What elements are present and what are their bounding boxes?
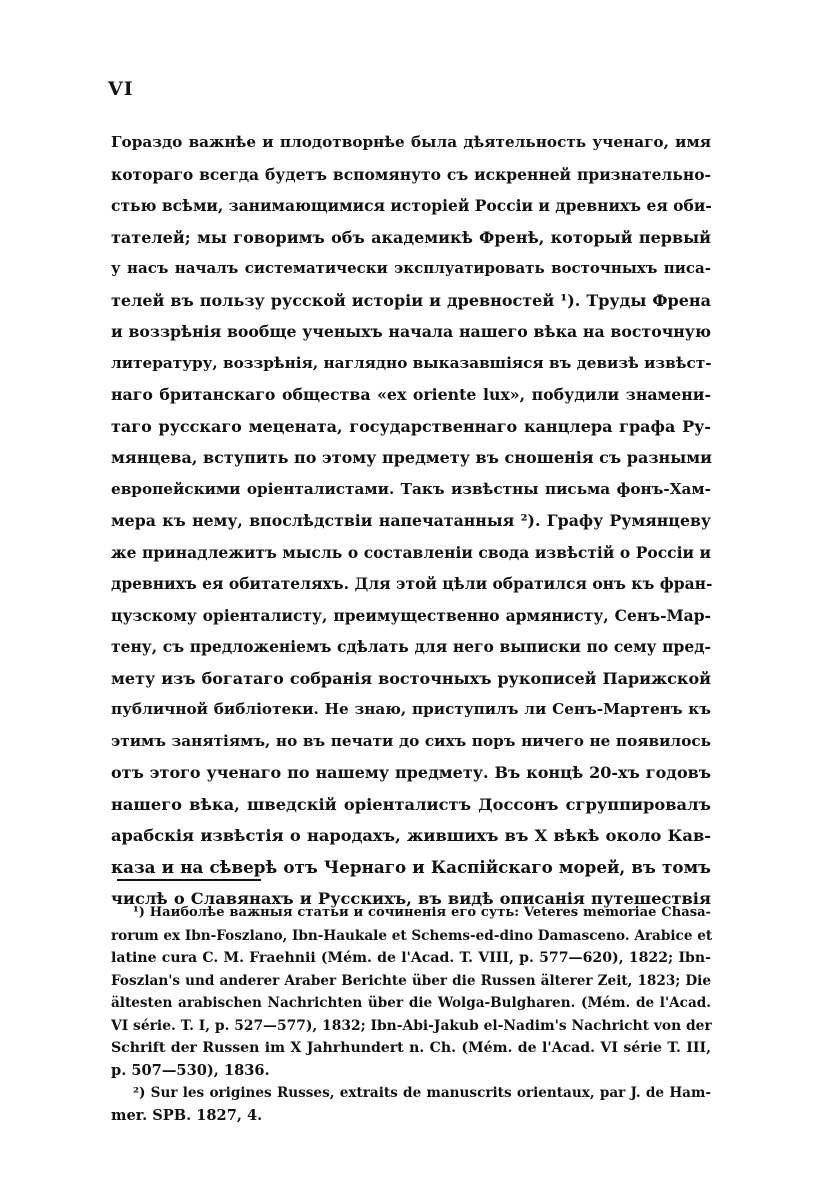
text-line: отъ этого ученаго по нашему предмету. Въ концѣ 20-хъ годовъ xyxy=(111,763,711,782)
footnote-2 xyxy=(111,1082,711,1127)
text-line: котораго всегда будетъ вспомянуто съ искренней признательно- xyxy=(111,164,711,184)
text-line: этимъ занятіямъ, но въ печати до сихъ поръ ничего не появилось xyxy=(111,731,711,750)
footnote-line: ¹) Наиболѣе важныя статьи и сочиненія его суть: Veteres memoriae Chasa- xyxy=(133,905,711,920)
footnote-1 xyxy=(111,902,711,1082)
text-line: Гораздо важнѣе и плодотворнѣе была дѣятельность ученаго, имя xyxy=(111,133,711,151)
text-line: числѣ о Славянахъ и Русскихъ, въ видѣ описанія путешествія xyxy=(111,889,711,908)
text-line: телей въ пользу русской исторіи и древностей ¹). Труды Френа xyxy=(111,290,711,310)
text-line: мету изъ богатаго собранія восточныхъ рукописей Парижской xyxy=(111,668,711,688)
text-line: наго британскаго общества «ex oriente lux», побудили знамени- xyxy=(111,385,711,404)
text-line: древнихъ ея обитателяхъ. Для этой цѣли обратился онъ къ фран- xyxy=(111,574,713,593)
footnote-line: latine cura C. M. Fraehnii (Mém. de l'Acad. T. VIII, p. 577—620), 1822; Ibn- xyxy=(111,950,711,966)
footnote-separator xyxy=(117,879,261,881)
footnotes xyxy=(111,902,711,1127)
footnote-line: VI série. T. I, p. 527—577), 1832; Ibn-Abi-Jakub el-Nadim's Nachricht von der xyxy=(111,1017,712,1034)
footnote-line: ²) Sur les origines Russes, extraits de manuscrits orientaux, par J. de Ham- xyxy=(133,1085,711,1101)
text-line: каза и на сѣверѣ отъ Чернаго и Каспійскаго морей, въ томъ xyxy=(111,856,711,877)
footnote-line: mer. SPB. 1827, 4. xyxy=(111,1106,263,1124)
text-line: таго русскаго мецената, государственнаго канцлера графа Ру- xyxy=(111,416,711,436)
text-line: публичной библіотеки. Не знаю, приступилъ ли Сенъ-Мартенъ къ xyxy=(111,700,711,718)
footnote-line: rorum ex Ibn-Foszlano, Ibn-Haukale et Schems-ed-dino Damasceno. Arabice et xyxy=(111,927,713,944)
text-line: тателей; мы говоримъ объ академикѣ Френѣ, который первый xyxy=(111,227,711,247)
footnote-line: Schrift der Russen im X Jahrhundert n. Ch. (Mém. de l'Acad. VI série T. III, xyxy=(111,1040,711,1056)
footnote-line: Foszlan's und anderer Araber Berichte über die Russen älterer Zeit, 1823; Die xyxy=(111,972,711,989)
text-line: же принадлежитъ мысль о составленіи свода извѣстій о Россіи и xyxy=(111,542,711,562)
text-line: нашего вѣка, шведскій оріенталистъ Доссонъ сгруппировалъ xyxy=(111,794,711,814)
text-line: у насъ началъ систематически эксплуатировать восточныхъ писа- xyxy=(111,259,711,277)
body-text xyxy=(111,127,711,915)
page-number: VI xyxy=(108,78,134,100)
text-line: и воззрѣнія вообще ученыхъ начала нашего вѣка на восточную xyxy=(111,322,711,341)
text-line: арабскія извѣстія о народахъ, жившихъ въ X вѣкѣ около Кав- xyxy=(111,826,711,845)
footnote-line: p. 507—530), 1836. xyxy=(111,1061,270,1079)
text-line: стью всѣми, занимающимися исторіей Россіи и древнихъ ея оби- xyxy=(111,196,712,215)
text-line: тену, съ предложеніемъ сдѣлать для него выписки по сему пред- xyxy=(111,637,711,656)
text-line: европейскими оріенталистами. Такъ извѣстны письма фонъ-Хам- xyxy=(111,479,711,498)
text-line: цузскому оріенталисту, преимущественно армянисту, Сенъ-Мар- xyxy=(111,605,711,625)
text-line: литературу, воззрѣнія, наглядно выказавшіяся въ девизѣ извѣст- xyxy=(111,353,712,372)
footnote-line: ältesten arabischen Nachrichten über die Wolga-Bulgharen. (Mém. de l'Acad. xyxy=(111,995,711,1011)
text-line: мера къ нему, впослѣдствіи напечатанныя ²). Графу Румянцеву xyxy=(111,511,711,530)
text-line: мянцева, вступить по этому предмету въ сношенія съ разными xyxy=(111,448,713,467)
